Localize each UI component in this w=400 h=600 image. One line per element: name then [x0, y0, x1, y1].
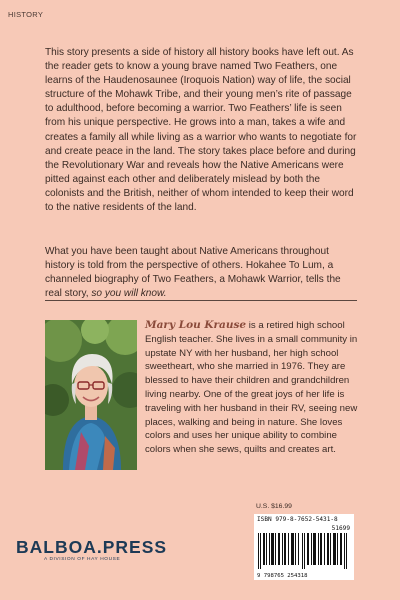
synopsis-paragraph-2-text: What you have been taught about Native Americans throughout history is told from the perspective of others. Hokahee To Lum, a channeled biography of Two Feathers, a Mohawk Warrior, tells the real story, — [45, 246, 341, 300]
isbn-text: ISBN 979-8-7652-5431-8 — [257, 516, 338, 523]
publisher-tagline: A DIVISION OF HAY HOUSE — [44, 557, 121, 562]
publisher-name-dot: . — [96, 537, 103, 557]
barcode-bars — [258, 533, 350, 569]
author-name: Mary Lou Krause — [145, 319, 247, 331]
category-label: HISTORY — [8, 10, 44, 19]
synopsis-paragraph-1: This story presents a side of history all history books have left out. As the reader gets to know a young brave named Two Feathers, one learns of the Haudenosaunee (Iroquois Nation) way of life, the social structure of the Mohawk Tribe, and their young men’s rite of passage to adulthood, before becoming a warrior. Two Feathers’ life is seen from his unique perspective. He grows into a man, takes a wife and creates a family all while living as a warrior who wants to negotiate for and create peace in the land. The story takes place before and during the Revolutionary War and reveals how the Native Americans were pitted against each other and deliberately mislead by both the colonists and the British, neither of whom intended to keep their word to the native residents of the land. — [45, 47, 357, 214]
price-code: 51699 — [331, 525, 350, 532]
price-label: U.S. $16.99 — [256, 503, 292, 510]
author-bio-text: is a retired high school English teacher. She lives in a small community in upstate NY with her husband, her high school sweetheart, who she married in 1976. They are blessed to have their children and grandchildren living nearby. One of the great joys of her life is traveling with her husband in their RV, seeing new places, walking and being in nature. She loves colors and uses her unique ability to combine colors when she sews, quilts and creates art. — [145, 320, 358, 456]
publisher-logo — [16, 537, 167, 558]
section-divider — [45, 300, 357, 301]
publisher-name-left: BALBOA — [16, 537, 97, 557]
author-bio — [145, 319, 359, 457]
synopsis-paragraph-2 — [45, 245, 357, 301]
publisher-name-right: PRESS — [102, 537, 168, 557]
synopsis-emphasis: so you will know. — [91, 288, 167, 300]
author-photo — [45, 320, 137, 470]
author-portrait-image — [45, 320, 137, 470]
barcode-number: 9 798765 254318 — [257, 573, 308, 579]
isbn-barcode — [254, 514, 354, 580]
